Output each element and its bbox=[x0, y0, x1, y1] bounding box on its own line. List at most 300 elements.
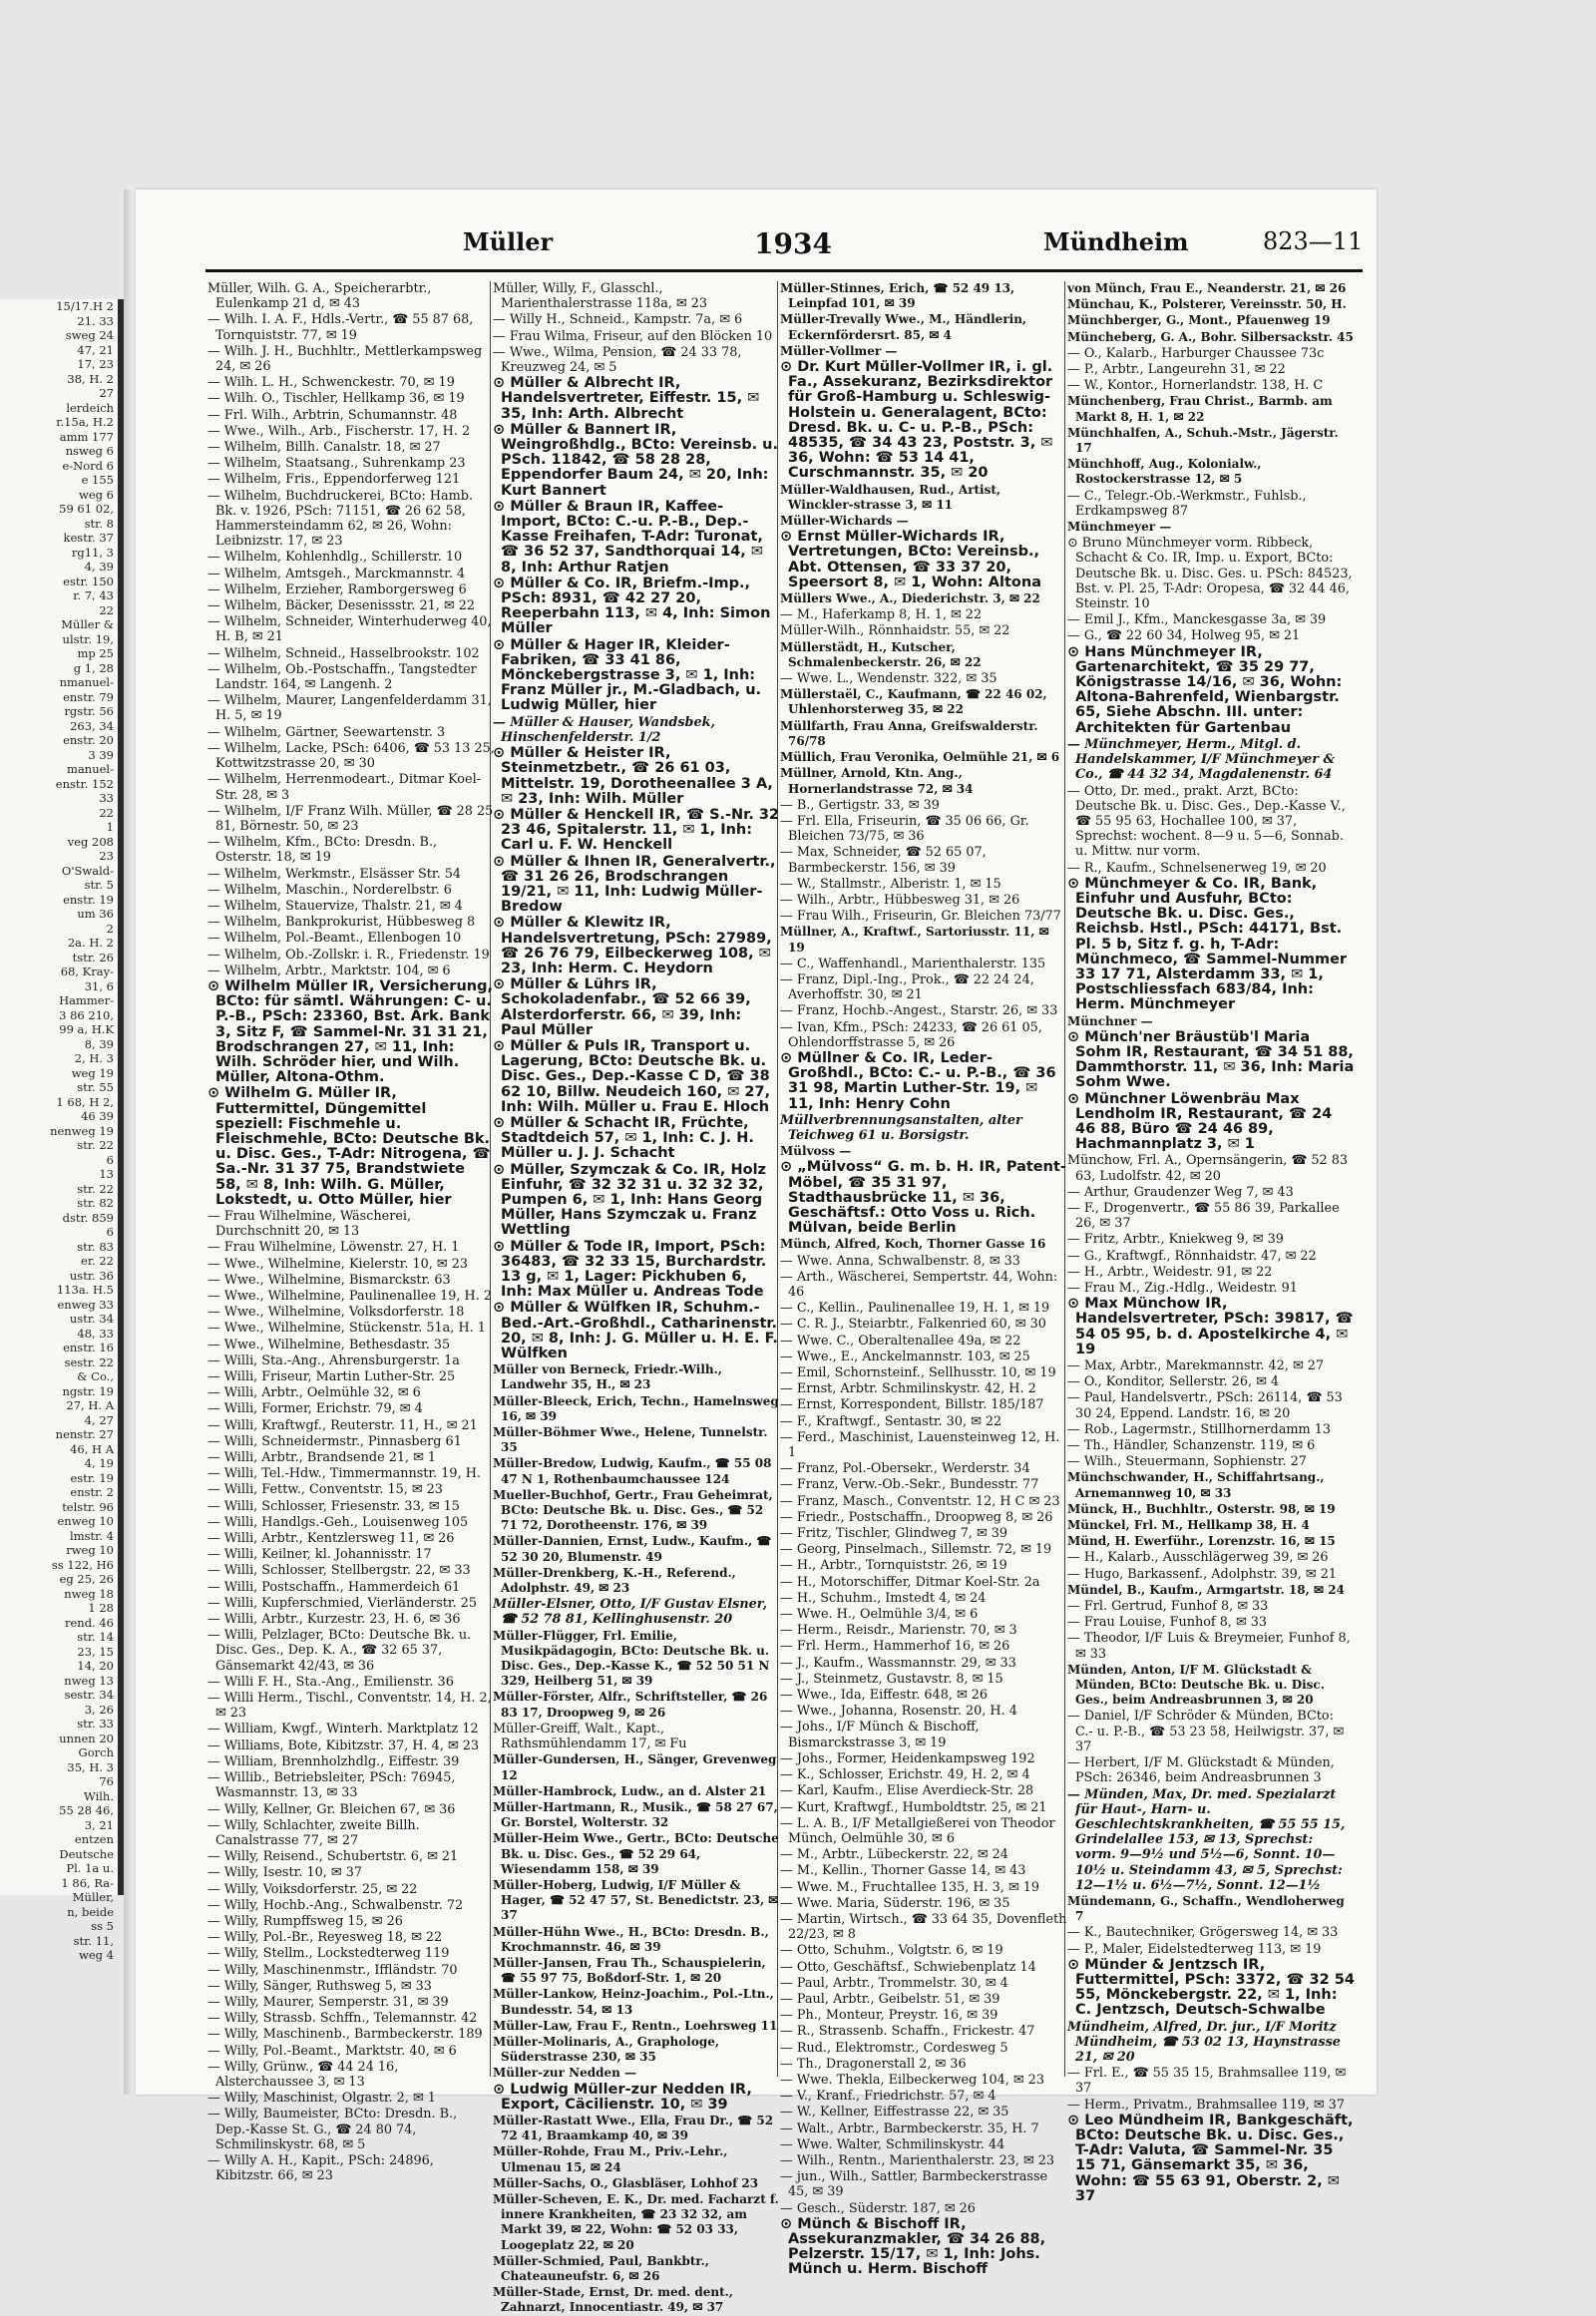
directory-entry: — R., Strassenb. Schaffn., Frickestr. 47 bbox=[780, 2024, 1035, 2040]
facing-page-fragment: 23, 15 bbox=[77, 1644, 114, 1659]
directory-entry: — Arth., Wäscherei, Sempertstr. 44, Wohn: 46 bbox=[780, 1269, 1058, 1300]
directory-entry: — Wwe. Thekla, Eilbeckerweg 104, ✉ 23 bbox=[780, 2072, 1044, 2088]
directory-entry: — Willi, Kraftwgf., Reuterstr. 11, H., ✉ 21 bbox=[207, 1417, 478, 1433]
directory-entry: — H., Arbtr., Tornquiststr. 26, ✉ 19 bbox=[780, 1558, 1007, 1574]
directory-entry: Münckel, Frl. M., Hellkamp 38, H. 4 bbox=[1067, 1518, 1310, 1533]
directory-entry: — M., Kellin., Thorner Gasse 14, ✉ 43 bbox=[780, 1863, 1026, 1879]
directory-entry: — Wilh., Arbtr., Hübbesweg 31, ✉ 26 bbox=[780, 892, 1020, 908]
directory-entry: — Willib., Betriebsleiter, PSch: 76945, Wasmannstr. 13, ✉ 33 bbox=[207, 1770, 456, 1801]
directory-entry: — Willy, Strassb. Schffn., Telemannstr. 42 bbox=[207, 2011, 478, 2027]
directory-entry: Münchmeyer — bbox=[1067, 520, 1172, 535]
facing-page-fragment: rgstr. 56 bbox=[64, 704, 114, 718]
directory-entry: — Wilhelm, Stauervize, Thalstr. 21, ✉ 4 bbox=[207, 898, 463, 914]
directory-entry: Müncheberg, G. A., Bohr. Silbersackstr. 45 bbox=[1067, 329, 1354, 344]
facing-page-fragment: nmanuel- bbox=[59, 675, 114, 689]
facing-page-fragment: enweg 33 bbox=[57, 1297, 114, 1312]
directory-entry: — Wwe., Wilhelmine, Kielerstr. 10, ✉ 23 bbox=[207, 1256, 469, 1272]
directory-entry: Münden, Anton, I/F M. Glückstadt & Münden, BCto: Deutsche Bk. u. Disc. Ges., beim Andreasbrunnen 3, ✉ 20 bbox=[1067, 1662, 1325, 1708]
directory-entry: — Willy, Rumpffsweg 15, ✉ 26 bbox=[207, 1913, 403, 1929]
directory-entry: — Willy, Reisend., Schubertstr. 6, ✉ 21 bbox=[207, 1849, 459, 1865]
directory-entry: — Th., Dragonerstall 2, ✉ 36 bbox=[780, 2056, 967, 2072]
facing-page-fragment: str. 55 bbox=[77, 1080, 114, 1094]
facing-page-fragment: veg 208 bbox=[67, 834, 114, 849]
directory-entry: — Ferd., Maschinist, Lauensteinweg 12, H. 1 bbox=[780, 1429, 1060, 1461]
facing-page-fragment: lmstr. 4 bbox=[70, 1528, 114, 1543]
facing-page-fragment: n, beide bbox=[67, 1904, 114, 1919]
facing-page-fragment: str. 11, bbox=[73, 1933, 114, 1948]
facing-page-fragment: estr. 19 bbox=[70, 1470, 114, 1485]
directory-entry: — Willi, Sta.-Ang., Ahrensburgerstr. 1a bbox=[207, 1352, 460, 1368]
directory-entry: — Wilhelm, Maurer, Langenfelderdamm 31, H. 5, ✉ 19 bbox=[207, 693, 492, 724]
directory-entry: Mülvoss — bbox=[780, 1144, 852, 1159]
directory-entry: ⊙ „Mülvoss“ G. m. b. H. IR, Patent-Möbel, ☎ 35 31 97, Stadthausbrücke 11, ✉ 36, Geschäftsf.: Otto Voss u. Rich. Mülvan, beide Berlin bbox=[780, 1159, 1066, 1237]
header-year: 1934 bbox=[754, 227, 832, 260]
facing-page-fragment: str. 14 bbox=[77, 1630, 114, 1644]
facing-page-fragment: amm 177 bbox=[59, 429, 114, 444]
directory-entry: — Wwe. Anna, Schwalbenstr. 8, ✉ 33 bbox=[780, 1253, 1020, 1269]
facing-page-fragment: 2, H. 3 bbox=[74, 1051, 114, 1065]
directory-entry: — Franz, Masch., Conventstr. 12, H C ✉ 23 bbox=[780, 1493, 1060, 1509]
facing-page-fragment: 21. 33 bbox=[77, 313, 114, 328]
directory-entry: — Wwe. Walter, Schmilinskystr. 44 bbox=[780, 2136, 1005, 2152]
directory-entry: — V., Kranf., Friedrichstr. 57, ✉ 4 bbox=[780, 2089, 997, 2105]
facing-page-fragment: & Co., bbox=[77, 1369, 114, 1383]
directory-entry: — H., Arbtr., Weidestr. 91, ✉ 22 bbox=[1067, 1264, 1273, 1280]
facing-page-fragment: enstr. 19 bbox=[63, 892, 114, 907]
directory-entry: Müller-Böhmer Wwe., Helene, Tunnelstr. 35 bbox=[493, 1425, 768, 1455]
directory-entry: — Frl. E., ☎ 55 35 15, Brahmsallee 119, ✉ 37 bbox=[1067, 2066, 1347, 2097]
directory-entry: — Willy, Kellner, Gr. Bleichen 67, ✉ 36 bbox=[207, 1801, 456, 1817]
facing-page-fragment: 3, 26 bbox=[84, 1702, 114, 1717]
directory-entry: — L. A. B., I/F Metallgießerei von Theodor Münch, Oelmühle 30, ✉ 6 bbox=[780, 1815, 1055, 1846]
facing-page-fragment: enweg 10 bbox=[57, 1514, 114, 1528]
directory-entry: — Willy, Maschinenb., Barmbeckerstr. 189 bbox=[207, 2027, 483, 2043]
facing-page-fragment: nweg 18 bbox=[64, 1586, 114, 1601]
facing-page-fragment: 3 86 210, bbox=[59, 1007, 114, 1022]
directory-entry: — Willi, Keilner, kl. Johannisstr. 17 bbox=[207, 1547, 432, 1563]
directory-entry: — W., Kellner, Eiffestrasse 22, ✉ 35 bbox=[780, 2105, 1009, 2121]
directory-entry: — Willi, Kupferschmied, Vierländerstr. 25 bbox=[207, 1595, 478, 1611]
page-number: 823—11 bbox=[1263, 227, 1364, 255]
facing-page-fragment: 55 28 46, bbox=[59, 1803, 114, 1817]
directory-entry: ⊙ Müller & Klewitz IR, Handelsvertretung, PSch: 27989, ☎ 26 76 79, Eilbeckerweg 108, ✉ 23, Inh: Herm. C. Heydorn bbox=[493, 915, 772, 976]
directory-entry: ⊙ Hans Münchmeyer IR, Gartenarchitekt, ☎ 35 29 77, Königstrasse 14/16, ✉ 36, Wohn: Altona-Bahrenfeld, Wienbargstr. 65, Siehe Abschn. III. unter: Architekten für Gartenbau bbox=[1067, 643, 1343, 736]
directory-entry: — Willy, Schlachter, zweite Billh. Canalstrasse 77, ✉ 27 bbox=[207, 1817, 420, 1848]
directory-entry: Müller-Wichards — bbox=[780, 514, 909, 529]
facing-page-fragment: nenstr. 27 bbox=[55, 1427, 114, 1441]
facing-page-fragment: ss 122, H6 bbox=[51, 1557, 114, 1572]
facing-page-edge bbox=[0, 299, 124, 1962]
facing-page-fragment: 1 86, Ra- bbox=[61, 1875, 114, 1890]
directory-entry: Müller, Willy, F., Glasschl., Marienthalerstrasse 118a, ✉ 23 bbox=[493, 281, 708, 312]
directory-entry: — Willi, Fettw., Conventstr. 15, ✉ 23 bbox=[207, 1482, 443, 1498]
directory-entry: ⊙ Münch & Bischoff IR, Assekuranzmakler, ☎ 34 26 88, Pelzerstr. 15/17, ✉ 1, Inh: Johs. Münch u. Herm. Bischoff bbox=[780, 2215, 1046, 2278]
directory-entry: — Franz, Verw.-Ob.-Sekr., Bundesstr. 77 bbox=[780, 1477, 1039, 1493]
facing-page-fragment: unnen 20 bbox=[59, 1731, 114, 1745]
directory-entry: — F., Kraftwgf., Sentastr. 30, ✉ 22 bbox=[780, 1413, 1002, 1429]
facing-page-fragment: 6 bbox=[106, 1152, 114, 1167]
directory-entry: — Wilhelm, Staatsang., Suhrenkamp 23 bbox=[207, 456, 466, 472]
directory-entry: Müllverbrennungsanstalten, alter Teichweg 61 u. Borsigstr. bbox=[780, 1112, 1022, 1143]
facing-page-fragment: 1 28 bbox=[88, 1601, 114, 1615]
directory-entry: — Johs., I/F Münch & Bischoff, Bismarckstrasse 3, ✉ 19 bbox=[780, 1720, 980, 1750]
directory-entry: Müller-Trevally Wwe., M., Händlerin, Eckernfördersrt. 85, ✉ 4 bbox=[780, 312, 1027, 342]
facing-page-fragment: r. 7, 43 bbox=[73, 588, 114, 602]
facing-page-fragment: 4, 39 bbox=[84, 560, 114, 574]
facing-page-fragment: 68, Kray- bbox=[60, 965, 114, 978]
directory-entry: — Willi, Schlosser, Stellbergstr. 22, ✉ 33 bbox=[207, 1563, 471, 1579]
directory-entry: ⊙ Müller & Puls IR, Transport u. Lagerung, BCto: Deutsche Bk. u. Disc. Ges., Dep.-Kasse C D, ☎ 38 62 10, Billw. Neudeich 160, ✉ 27, Inh: Wilh. Müller u. Frau E. Hloch bbox=[493, 1037, 771, 1115]
directory-entry: — Wilhelm, I/F Franz Wilh. Müller, ☎ 28 25 81, Börnestr. 50, ✉ 23 bbox=[207, 803, 494, 834]
directory-entry: — H., Motorschiffer, Ditmar Koel-Str. 2a bbox=[780, 1574, 1040, 1590]
facing-page-fragment: 2a. H. 2 bbox=[67, 936, 114, 950]
directory-entry: — Willi, Pelzlager, BCto: Deutsche Bk. u. Disc. Ges., Dep. K. A., ☎ 32 65 37, Gänsemarkt 42/43, ✉ 36 bbox=[207, 1628, 472, 1674]
directory-entry: — R., Kaufm., Schnelsenerweg 19, ✉ 20 bbox=[1067, 860, 1327, 876]
directory-entry: — jun., Wilh., Sattler, Barmbeckerstrasse 45, ✉ 39 bbox=[780, 2169, 1048, 2200]
facing-page-fragment: str. 8 bbox=[84, 516, 114, 531]
facing-page-fragment: 46, H A bbox=[70, 1441, 114, 1456]
facing-page-fragment: sestr. 34 bbox=[64, 1688, 114, 1702]
directory-entry: — W., Kontor., Hornerlandstr. 138, H. C bbox=[1067, 378, 1324, 394]
directory-entry: Müller-Hartmann, R., Musik., ☎ 58 27 67, Gr. Borstel, Wolterstr. 32 bbox=[493, 1799, 778, 1830]
directory-entry: — C., Kellin., Paulinenallee 19, H. 1, ✉ 19 bbox=[780, 1301, 1050, 1317]
directory-entry: Müller-Molinaris, A., Graphologe, Süderstrasse 230, ✉ 35 bbox=[493, 2034, 720, 2065]
directory-entry: — Willi, Arbtr., Kentzlersweg 11, ✉ 26 bbox=[207, 1531, 455, 1547]
directory-entry: — J., Steinmetz, Gustavstr. 8, ✉ 15 bbox=[780, 1671, 1003, 1687]
directory-entry: — Franz, Hochb.-Angest., Starstr. 26, ✉ 33 bbox=[780, 1003, 1058, 1019]
directory-entry: ⊙ Müller & Albrecht IR, Handelsvertreter, Eiffestr. 15, ✉ 35, Inh: Arth. Albrecht bbox=[493, 375, 760, 422]
directory-entry: Müllich, Frau Veronika, Oelmühle 21, ✉ 6 bbox=[780, 750, 1060, 765]
directory-entry: — Otto, Schuhm., Volgtstr. 6, ✉ 19 bbox=[780, 1943, 1003, 1959]
facing-page-fragment: Pl. 1a u. bbox=[66, 1861, 114, 1875]
directory-entry: — Frau M., Zig.-Hdlg., Weidestr. 91 bbox=[1067, 1281, 1298, 1296]
directory-entry: Müller-Flügger, Frl. Emilie, Musikpädagogin, BCto: Deutsche Bk. u. Disc. Ges., Dep.-Kasse K., ☎ 52 50 51 N 329, Heilberg 51, ✉ 39 bbox=[493, 1628, 770, 1689]
directory-entry: — Wwe., Wilhelmine, Bismarckstr. 63 bbox=[207, 1272, 451, 1288]
running-header bbox=[186, 227, 1373, 267]
facing-page-fragment: weg 19 bbox=[71, 1065, 114, 1080]
facing-page-fragment: um 36 bbox=[77, 907, 114, 921]
directory-entry: — Wilhelm, Werkmstr., Elsässer Str. 54 bbox=[207, 866, 462, 882]
facing-page-fragment: weg 4 bbox=[79, 1948, 114, 1962]
facing-page-fragment: 27, H. A bbox=[66, 1398, 114, 1412]
facing-page-fragment: 46 39 bbox=[81, 1109, 114, 1123]
directory-entry: — Fritz, Arbtr., Kniekweg 9, ✉ 39 bbox=[1067, 1232, 1284, 1248]
directory-entry: Müller-Drenkberg, K.-H., Referend., Adolphstr. 49, ✉ 23 bbox=[493, 1565, 736, 1596]
facing-page-fragment: str. 33 bbox=[77, 1717, 114, 1731]
directory-entry: ⊙ Müller & Braun IR, Kaffee-Import, BCto: C.-u. P.-B., Dep.-Kasse Freihafen, T-Adr: Turonat, ☎ 36 52 37, Sandthorquai 14, ✉ 8, Inh: Arthur Ratjen bbox=[493, 498, 763, 576]
directory-entry: Müllfarth, Frau Anna, Greifswalderstr. 76/78 bbox=[780, 718, 1038, 748]
facing-page-fragment: ulstr. 19, bbox=[62, 631, 114, 646]
directory-entry: Münck, H., Buchhltr., Osterstr. 98, ✉ 19 bbox=[1067, 1501, 1336, 1516]
directory-entry: — Willy, Pol.-Beamt., Marktstr. 40, ✉ 6 bbox=[207, 2043, 457, 2059]
directory-entry: — Fritz, Tischler, Glindweg 7, ✉ 39 bbox=[780, 1526, 1008, 1542]
directory-entry: — Wwe., Wilhelmine, Paulinenallee 19, H. 2 bbox=[207, 1289, 492, 1304]
directory-entry: — W., Stallmstr., Alberistr. 1, ✉ 15 bbox=[780, 876, 1001, 892]
directory-entry: — Th., Händler, Schanzenstr. 119, ✉ 6 bbox=[1067, 1438, 1316, 1454]
directory-entry: — Willi, Arbtr., Oelmühle 32, ✉ 6 bbox=[207, 1385, 421, 1401]
directory-entry: — Martin, Wirtsch., ☎ 33 64 35, Dovenfleth 22/23, ✉ 8 bbox=[780, 1911, 1067, 1943]
directory-entry: — C. R. J., Steiarbtr., Falkenried 60, ✉ 30 bbox=[780, 1317, 1046, 1333]
directory-entry: Münchenberg, Frau Christ., Barmb. am Markt 8, H. 1, ✉ 22 bbox=[1067, 394, 1333, 424]
facing-page-fragment: O'Swald- bbox=[61, 863, 114, 878]
facing-page-fragment: telstr. 96 bbox=[62, 1499, 114, 1514]
directory-entry: — Wilhelm, Ob.-Postschaffn., Tangstedter Landstr. 164, ✉ Langenh. 2 bbox=[207, 661, 477, 693]
facing-page-fragment: Wilh. bbox=[83, 1788, 114, 1803]
facing-page-fragment: 27 bbox=[99, 386, 114, 400]
directory-entry: Müller-Jansen, Frau Th., Schauspielerin, ☎ 55 97 75, Boßdorf-Str. 1, ✉ 20 bbox=[493, 1955, 766, 1986]
directory-entry: — Willi, Former, Erichstr. 79, ✉ 4 bbox=[207, 1401, 423, 1417]
directory-entry: Müller-Waldhausen, Rud., Artist, Winckler-strasse 3, ✉ 11 bbox=[780, 482, 1001, 512]
directory-entry: — Wilhelm, Arbtr., Marktstr. 104, ✉ 6 bbox=[207, 963, 451, 978]
directory-entry: — Arthur, Graudenzer Weg 7, ✉ 43 bbox=[1067, 1184, 1294, 1200]
facing-page-fragment: 2 bbox=[106, 921, 114, 936]
directory-entry: — Wilh. I. A. F., Hdls.-Vertr., ☎ 55 87 68, Tornquiststr. 77, ✉ 19 bbox=[207, 312, 474, 343]
directory-entry: — Willy, Baumeister, BCto: Dresdn. B., Dep.-Kasse St. G., ☎ 24 80 74, Schmilinskystr. 68, ✉ 5 bbox=[207, 2107, 458, 2152]
directory-entry: — P., Maler, Eidelstedterweg 113, ✉ 19 bbox=[1067, 1941, 1322, 1957]
directory-entry: ⊙ Ludwig Müller-zur Nedden IR, Export, Cäcilienstr. 10, ✉ 39 bbox=[493, 2081, 752, 2113]
facing-page-fragment: g 1, 28 bbox=[73, 660, 114, 675]
facing-page-fragment: r.15a, H.2 bbox=[56, 415, 114, 429]
directory-entry: — Kurt, Kraftwgf., Humboldtstr. 25, ✉ 21 bbox=[780, 1799, 1047, 1815]
directory-entry: Müller-Hühn Wwe., H., BCto: Dresdn. B., Krochmannstr. 46, ✉ 39 bbox=[493, 1924, 769, 1954]
facing-page-fragment: str. 22 bbox=[77, 1181, 114, 1196]
facing-page-fragment: enstr. 20 bbox=[63, 733, 114, 747]
directory-column-3 bbox=[780, 281, 1067, 2278]
facing-page-fragment: Müller, bbox=[72, 1890, 114, 1904]
directory-entry: — G., ☎ 22 60 34, Holweg 95, ✉ 21 bbox=[1067, 628, 1301, 644]
facing-page-fragment: 6 bbox=[106, 1225, 114, 1239]
facing-page-fragment: rg11, 3 bbox=[71, 545, 114, 560]
directory-entry: — Frau Wilh., Friseurin, Gr. Bleichen 73/77 bbox=[780, 909, 1061, 925]
directory-entry: — Karl, Kaufm., Elise Averdieck-Str. 28 bbox=[780, 1783, 1034, 1799]
facing-page-fragment: eg 25, 26 bbox=[59, 1572, 114, 1586]
directory-entry: — Wilhelm, Pol.-Beamt., Ellenbogen 10 bbox=[207, 931, 462, 947]
facing-page-fragment: 33 bbox=[99, 791, 114, 805]
directory-entry: — Willi, Tel.-Hdw., Timmermannstr. 19, H. bbox=[207, 1466, 481, 1482]
directory-entry: — Paul, Arbtr., Trommelstr. 30, ✉ 4 bbox=[780, 1975, 1008, 1991]
facing-page-fragment: weg 6 bbox=[79, 487, 114, 502]
facing-page-fragment: sestr. 22 bbox=[64, 1354, 114, 1369]
directory-entry: ⊙ Dr. Kurt Müller-Vollmer IR, i. gl. Fa., Assekuranz, Bezirksdirektor für Groß-Hamburg u. Schleswig-Holstein u. Generalagent, BCto: Dresd. Bk. u. C- u. P.-B., PSch: 48535, ☎ 34 43 23, Poststr. 3, ✉ 36, Wohn: ☎ 53 14 41, Curschmannstr. 35, ✉ 20 bbox=[780, 359, 1053, 482]
directory-entry: ⊙ Müller & Ihnen IR, Generalvertr., ☎ 31 26 26, Brodschrangen 19/21, ✉ 11, Inh: Ludwig Müller-Bredow bbox=[493, 853, 776, 916]
directory-entry: — Willi Herm., Tischl., Conventstr. 14, H. 2, ✉ 23 bbox=[207, 1691, 492, 1722]
facing-page-fragment: enstr. 16 bbox=[63, 1341, 114, 1354]
facing-page-fragment: 13 bbox=[99, 1167, 114, 1181]
directory-entry: ⊙ Müller & Co. IR, Briefm.-Imp., PSch: 8931, ☎ 42 27 20, Reeperbahn 113, ✉ 4, Inh: Simon Müller bbox=[493, 575, 771, 637]
book-spine bbox=[124, 190, 136, 2095]
facing-page-fragment: e 155 bbox=[81, 473, 114, 487]
directory-entry: — Wilhelm, Schneid., Hasselbrookstr. 102 bbox=[207, 645, 480, 661]
directory-entry: — Wwe., Wilh., Arb., Fischerstr. 17, H. 2 bbox=[207, 423, 471, 439]
directory-entry: Müller-zur Nedden — bbox=[493, 2066, 637, 2081]
directory-entry: ⊙ Müller & Schacht IR, Früchte, Stadtdeich 57, ✉ 1, Inh: C. J. H. Müller u. J. J. Schacht bbox=[493, 1114, 754, 1162]
directory-entry: — Wwe., Ida, Eiffestr. 648, ✉ 26 bbox=[780, 1688, 989, 1704]
facing-page-fragment: nsweg 6 bbox=[65, 444, 114, 458]
directory-entry: ⊙ Wilhelm G. Müller IR, Futtermittel, Düngemittel speziell: Fischmehle u. Fleischmehle, BCto: Deutsche Bk. u. Disc. Ges., T-Adr: Nitrogena, ☎ Sa.-Nr. 31 37 75, Brandstwiete 58, ✉ 8, Inh: Wilh. G. Müller, Lokstedt, u. Otto Müller, hier bbox=[207, 1085, 491, 1208]
directory-entry: ⊙ Müller & Lührs IR, Schokoladenfabr., ☎ 52 66 39, Alsterdorferstr. 66, ✉ 39, Inh: Paul Müller bbox=[493, 976, 751, 1038]
facing-page-fragment: estr. 150 bbox=[63, 574, 114, 588]
directory-entry: Müller-Schmied, Paul, Bankbtr., Chateauneufstr. 6, ✉ 26 bbox=[493, 2253, 709, 2283]
directory-entry: ⊙ Müller & Bannert IR, Weingroßhdlg., BCto: Vereinsb. u. PSch. 11842, ☎ 58 28 28, Eppendorfer Baum 24, ✉ 20, Inh: Kurt Bannert bbox=[493, 421, 779, 499]
directory-entry: Münchau, K., Polsterer, Vereinsstr. 50, H. bbox=[1067, 297, 1347, 312]
directory-entry: Müller-Elsner, Otto, I/F Gustav Elsner, ☎ 52 78 81, Kellinghusenstr. 20 bbox=[493, 1597, 768, 1628]
directory-entry: ⊙ Müller & Heister IR, Steinmetzbetr., ☎ 26 61 03, Mittelstr. 19, Dorotheenallee 3 A, ✉ 23, Inh: Wilh. Müller bbox=[493, 745, 773, 807]
directory-entry: Münd, H. Ewerführ., Lorenzstr. 16, ✉ 15 bbox=[1067, 1534, 1336, 1549]
header-right-keyword: Mündheim bbox=[1043, 227, 1189, 256]
facing-page-fragment: 3, 21 bbox=[84, 1817, 114, 1832]
directory-entry: ⊙ Wilhelm Müller IR, Versicherung, BCto: für sämtl. Währungen: C- u. P.-B., PSch: 23360, Bst. Ark. Bank 3, Sitz F, ☎ Sammel-Nr. 31 31 21, Brodschrangen 27, ✉ 11, Inh: Wilh. Schröder hier, und Wilh. Müller, Altona-Othm. bbox=[207, 977, 493, 1086]
directory-entry: — Max, Arbtr., Marekmannstr. 42, ✉ 27 bbox=[1067, 1358, 1325, 1374]
facing-page-fragment: kestr. 37 bbox=[63, 531, 114, 545]
directory-entry: — Wwe., E., Anckelmannstr. 103, ✉ 25 bbox=[780, 1349, 1030, 1364]
directory-entry: Münchhalfen, A., Schuh.-Mstr., Jägerstr. 17 bbox=[1067, 425, 1339, 456]
facing-page-fragment: Deutsche bbox=[59, 1846, 114, 1861]
directory-entry: — Herm., Reisdr., Marienstr. 70, ✉ 3 bbox=[780, 1623, 1017, 1639]
directory-entry: — Münden, Max, Dr. med. Spezialarzt für Haut-, Harn- u. Geschlechtskrankheiten, ☎ 55 55 15, Grindelallee 153, ✉ 13, Sprechst: vorm. 9—9½ und 5½—6, Sonnt. 10—10½ u. Steindamm 43, ✉ 5, Sprechst: 12—1½ u. 6½—7½, Sonnt. 12—1½ bbox=[1067, 1786, 1346, 1893]
directory-entry: — Ernst, Arbtr. Schmilinskystr. 42, H. 2 bbox=[780, 1381, 1036, 1397]
facing-page-fragment: enstr. 79 bbox=[63, 689, 114, 704]
facing-page-fragment: 35, H. 3 bbox=[67, 1759, 114, 1774]
facing-page-fragment: 47, 21 bbox=[77, 342, 114, 357]
directory-entry: — J., Kaufm., Wassmannstr. 29, ✉ 33 bbox=[780, 1655, 1016, 1671]
directory-entry: — Otto, Dr. med., prakt. Arzt, BCto: Deutsche Bk. u. Disc. Ges., Dep.-Kasse V., ☎ 55 95 63, Hochallee 100, ✉ 37, Sprechst: wochent. 8—9 u. 5—6, Sonnab. u. Mittw. nur vorm. bbox=[1067, 783, 1346, 860]
facing-page-fragment: 8, 39 bbox=[84, 1036, 114, 1051]
facing-page-fragment: str. 82 bbox=[77, 1196, 114, 1210]
directory-entry: — Wilhelm, Lacke, PSch: 6406, ☎ 53 13 25, Kottwitzstrasse 20, ✉ 30 bbox=[207, 740, 495, 772]
directory-entry: ⊙ Münchmeyer & Co. IR, Bank, Einfuhr und Ausfuhr, BCto: Deutsche Bk. u. Disc. Ges., Reichsb. Hstl., PSch: 44171, Bst. Pl. 5 b, Sitz f. g. h, T-Adr: Münchmeco, ☎ Sammel-Nummer 33 17 71, Alsterdamm 33, ✉ 1, Postschliessfach 683/84, Inh: Herm. Münchmeyer bbox=[1067, 875, 1348, 1013]
directory-entry: Müller-Law, Frau F., Rentn., Loehrsweg 11 bbox=[493, 2018, 778, 2033]
directory-entry: Müller-Wilh., Rönnhaidstr. 55, ✉ 22 bbox=[780, 623, 1010, 639]
directory-entry: ⊙ Müller & Hager IR, Kleider-Fabriken, ☎ 33 41 86, Mönckebergstrasse 3, ✉ 1, Inh: Franz Müller jr., M.-Gladbach, u. Ludwig Müller, hier bbox=[493, 636, 762, 714]
directory-entry: — Müller & Hauser, Wandsbek, Hinschenfelderstr. 1/2 bbox=[493, 714, 715, 745]
directory-entry: — Willi F. H., Sta.-Ang., Emilienstr. 36 bbox=[207, 1674, 454, 1690]
facing-page-fragment: 1 68, H 2, bbox=[56, 1094, 114, 1109]
directory-entry: — Gesch., Süderstr. 187, ✉ 26 bbox=[780, 2200, 976, 2216]
directory-entry: — Ivan, Kfm., PSch: 24233, ☎ 26 61 05, Ohlendorffstrasse 5, ✉ 26 bbox=[780, 1019, 1042, 1050]
directory-entry: ⊙ Münder & Jentzsch IR, Futtermittel, PSch: 3372, ☎ 32 54 55, Mönckebergstr. 22, ✉ 1, Inh: C. Jentzsch, Deutsch-Schwalbe bbox=[1067, 1956, 1355, 2019]
facing-page-fragment: 59 61 02, bbox=[59, 502, 114, 516]
facing-page-fragment: 31, 6 bbox=[84, 978, 114, 993]
facing-page-fragment: 76 bbox=[99, 1774, 114, 1788]
directory-entry: — Willy, Maschinist, Olgastr. 2, ✉ 1 bbox=[207, 2091, 436, 2107]
directory-entry: — Franz, Pol.-Obersekr., Werderstr. 34 bbox=[780, 1461, 1030, 1477]
facing-page-fragment: Hammer- bbox=[59, 993, 114, 1007]
directory-entry: — Wilhelm, Billh. Canalstr. 18, ✉ 27 bbox=[207, 440, 441, 456]
directory-entry: — Wilhelm, Schneider, Winterhuderweg 40, H. B, ✉ 21 bbox=[207, 614, 492, 645]
facing-page-fragment: ngstr. 19 bbox=[62, 1383, 114, 1398]
directory-entry: Münchow, Frl. A., Opernsängerin, ☎ 52 83 63, Ludolfstr. 42, ✉ 20 bbox=[1067, 1153, 1348, 1184]
directory-entry: — Wwe. H., Oelmühle 3/4, ✉ 6 bbox=[780, 1607, 979, 1623]
directory-column-1 bbox=[207, 281, 495, 2184]
directory-entry: Müller-Hoberg, Ludwig, I/F Müller & Hager, ☎ 52 47 57, St. Benedictstr. 23, ✉ 37 bbox=[493, 1877, 779, 1923]
directory-entry: Müller-Rastatt Wwe., Ella, Frau Dr., ☎ 52 72 41, Braamkamp 40, ✉ 39 bbox=[493, 2113, 774, 2143]
facing-page-fragment: er. 22 bbox=[81, 1254, 114, 1268]
directory-entry: ⊙ Müller & Henckell IR, ☎ S.-Nr. 32 23 46, Spitalerstr. 11, ✉ 1, Inh: Carl u. F. W. Henckell bbox=[493, 806, 779, 854]
directory-entry: Münchhoff, Aug., Kolonialw., Rostockerstrasse 12, ✉ 5 bbox=[1067, 457, 1262, 487]
directory-entry: — O., Konditor, Sellerstr. 26, ✉ 4 bbox=[1067, 1374, 1280, 1390]
directory-entry: — Wilh. J. H., Buchhltr., Mettlerkampsweg 24, ✉ 26 bbox=[207, 343, 483, 375]
directory-entry: — Franz, Dipl.-Ing., Prok., ☎ 22 24 24, Averhoffstr. 30, ✉ 21 bbox=[780, 971, 1034, 1003]
directory-entry: — Wilhelm, Kfm., BCto: Dresdn. B., Osterstr. 18, ✉ 19 bbox=[207, 835, 438, 866]
directory-entry: — P., Arbtr., Langeurehn 31, ✉ 22 bbox=[1067, 362, 1286, 378]
directory-entry: — Wilhelm, Erzieher, Ramborgersweg 6 bbox=[207, 581, 467, 597]
facing-page-fragment: nenweg 19 bbox=[50, 1123, 114, 1138]
directory-entry: — Frl. Herm., Hammerhof 16, ✉ 26 bbox=[780, 1639, 1010, 1655]
directory-entry: — Frl. Gertrud, Funhof 8, ✉ 33 bbox=[1067, 1599, 1269, 1615]
directory-entry: Mündheim, Alfred, Dr. jur., I/F Moritz Mündheim, ☎ 53 02 13, Haynstrasse 21, ✉ 20 bbox=[1067, 2019, 1341, 2065]
facing-page-fragment: lerdeich bbox=[66, 400, 114, 415]
directory-entry: — O., Kalarb., Harburger Chaussee 73c bbox=[1067, 345, 1325, 361]
directory-entry: Müller-Rohde, Frau M., Priv.-Lehr., Ulmenau 15, ✉ 24 bbox=[493, 2144, 728, 2174]
directory-entry: Müller-Bleeck, Erich, Techn., Hamelnsweg 16, ✉ 39 bbox=[493, 1393, 779, 1423]
directory-entry: — Wilhelm, Kohlenhdlg., Schillerstr. 10 bbox=[207, 550, 463, 566]
directory-entry: — Willy, Sänger, Ruthsweg 5, ✉ 33 bbox=[207, 1978, 432, 1994]
facing-page-fragment: str. 22 bbox=[77, 1138, 114, 1152]
directory-entry: — Willi, Handlgs.-Geh., Louisenweg 105 bbox=[207, 1514, 469, 1530]
header-left-keyword: Müller bbox=[463, 227, 554, 256]
directory-entry: — William, Kwgf., Winterh. Marktplatz 12 bbox=[207, 1722, 479, 1737]
directory-entry: — Willi, Postschaffn., Hammerdeich 61 bbox=[207, 1579, 461, 1595]
facing-page-fragment: 3 39 bbox=[88, 747, 114, 762]
directory-entry: — Wwe. M., Fruchtallee 135, H. 3, ✉ 19 bbox=[780, 1879, 1040, 1895]
directory-entry: — Paul, Handelsvertr., PSch: 26114, ☎ 53 30 24, Eppend. Landstr. 16, ✉ 20 bbox=[1067, 1390, 1343, 1421]
directory-entry: — Willy A. H., Kapit., PSch: 24896, Kibitzstr. 66, ✉ 23 bbox=[207, 2152, 434, 2184]
directory-entry: — Daniel, I/F Schröder & Münden, BCto: C.- u. P.-B., ☎ 53 23 58, Heilwigstr. 37, ✉ 37 bbox=[1067, 1709, 1345, 1754]
directory-entry: Mündel, B., Kaufm., Armgartstr. 18, ✉ 24 bbox=[1067, 1582, 1345, 1597]
directory-column-4 bbox=[1067, 281, 1355, 2204]
directory-entry: — Frau Wilhelmine, Wäscherei, Durchschnitt 20, ✉ 13 bbox=[207, 1208, 412, 1240]
directory-entry: — Walt., Arbtr., Barmbeckerstr. 35, H. 7 bbox=[780, 2121, 1039, 2136]
directory-entry: von Münch, Frau E., Neanderstr. 21, ✉ 26 bbox=[1067, 281, 1347, 295]
directory-entry: ⊙ Max Münchow IR, Handelsvertreter, PSch: 39817, ☎ 54 05 95, b. d. Apostelkirche 4, ✉ 19 bbox=[1067, 1296, 1354, 1357]
directory-entry: — Willi, Schlosser, Friesenstr. 33, ✉ 15 bbox=[207, 1498, 460, 1514]
directory-entry: Müller-Heim Wwe., Gertr., BCto: Deutsche Bk. u. Disc. Ges., ☎ 52 29 64, Wiesendamm 158, ✉ 39 bbox=[493, 1831, 779, 1876]
directory-entry: — Johs., Former, Heidenkampsweg 192 bbox=[780, 1750, 1035, 1766]
directory-entry: — C., Telegr.-Ob.-Werkmstr., Fuhlsb., Erdkampsweg 87 bbox=[1067, 488, 1307, 519]
directory-entry: — Wilhelm, Bankprokurist, Hübbesweg 8 bbox=[207, 915, 476, 931]
directory-entry: Müllner, A., Kraftwf., Sartoriusstr. 11, ✉ 19 bbox=[780, 925, 1049, 955]
facing-page-fragment: 4, 19 bbox=[84, 1456, 114, 1470]
directory-entry: — Wilhelm, Bäcker, Desenissstr. 21, ✉ 22 bbox=[207, 598, 476, 614]
directory-page bbox=[136, 190, 1377, 2315]
directory-entry: — Ph., Monteur, Preystr. 16, ✉ 39 bbox=[780, 2008, 998, 2024]
directory-entry: Müller-Gundersen, H., Sänger, Grevenweg 12 bbox=[493, 1752, 777, 1782]
directory-entry: Müller-Hambrock, Ludw., an d. Alster 21 bbox=[493, 1783, 767, 1798]
directory-entry: ⊙ Münchner Löwenbräu Max Lendholm IR, Restaurant, ☎ 24 46 88, Büro ☎ 24 46 89, Hachmannplatz 3, ✉ 1 bbox=[1067, 1090, 1333, 1153]
directory-entry: — M., Haferkamp 8, H. 1, ✉ 22 bbox=[780, 607, 983, 623]
facing-page-fragment: 4, 27 bbox=[84, 1412, 114, 1427]
directory-entry: Müller-Scheven, E. K., Dr. med. Facharzt f. innere Krankheiten, ☎ 23 32 32, am Markt 39, ✉ 22, Wohn: ☎ 52 03 33, Loogeplatz 22, ✉ 20 bbox=[493, 2191, 779, 2252]
facing-page-fragment: sweg 24 bbox=[65, 328, 114, 342]
directory-entry: ⊙ Ernst Müller-Wichards IR, Vertretungen, BCto: Vereinsb., Abt. Ottensen, ☎ 33 37 20, Speersort 8, ✉ 1, Wohn: Altona bbox=[780, 529, 1041, 590]
directory-entry: Mündemann, G., Schaffn., Wendloherweg 7 bbox=[1067, 1893, 1345, 1924]
directory-entry: Müller, Wilh. G. A., Speicherarbtr., Eulenkamp 21 d, ✉ 43 bbox=[207, 281, 432, 312]
directory-entry: Müller-Greiff, Walt., Kapt., Rathsmühlendamm 17, ✉ Fu bbox=[493, 1721, 687, 1752]
directory-entry: — Wilh. L. H., Schwenckestr. 70, ✉ 19 bbox=[207, 375, 455, 391]
facing-page-fragment: enstr. 2 bbox=[70, 1485, 114, 1499]
facing-page-fragment: 113a. H.5 bbox=[56, 1283, 114, 1297]
directory-entry: — Frl. Wilh., Arbtrin, Schumannstr. 48 bbox=[207, 407, 458, 423]
directory-entry: — Frau Wilhelmine, Löwenstr. 27, H. 1 bbox=[207, 1240, 460, 1256]
directory-entry: — Münchmeyer, Herm., Mitgl. d. Handelskammer, I/F Münchmeyer & Co., ☎ 44 32 34, Magdalenenstr. 64 bbox=[1067, 736, 1336, 783]
directory-entry: Müllers Wwe., A., Diederichstr. 3, ✉ 22 bbox=[780, 591, 1040, 606]
directory-entry: — Wilhelm, Gärtner, Seewartenstr. 3 bbox=[207, 724, 446, 740]
directory-entry: Münchner — bbox=[1067, 1013, 1153, 1028]
facing-page-fragment: str. 5 bbox=[84, 878, 114, 892]
facing-page-fragment: 38, H. 2 bbox=[67, 371, 114, 386]
directory-entry: — Wwe. Maria, Süderstr. 196, ✉ 35 bbox=[780, 1895, 1010, 1911]
directory-entry: Müller-Stinnes, Erich, ☎ 52 49 13, Leinpfad 101, ✉ 39 bbox=[780, 281, 1015, 311]
